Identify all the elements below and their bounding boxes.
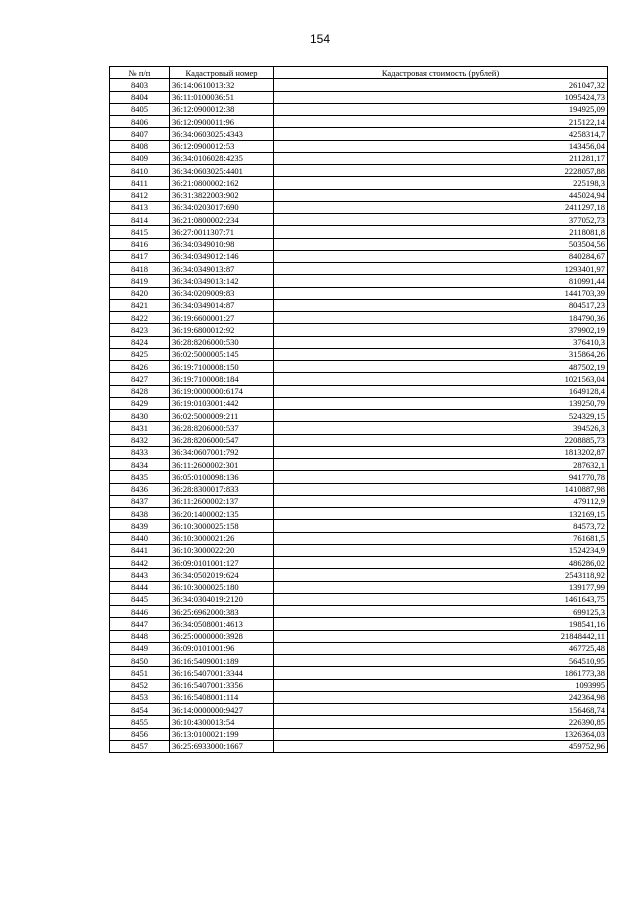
cell-row-number: 8421 <box>110 299 170 311</box>
cell-row-number: 8438 <box>110 508 170 520</box>
table-row <box>110 740 608 752</box>
table-row <box>110 373 608 385</box>
cell-row-number: 8443 <box>110 569 170 581</box>
cell-row-number: 8417 <box>110 250 170 262</box>
cell-cadastral-number: 36:14:0000000:9427 <box>170 704 274 716</box>
cell-row-number: 8448 <box>110 630 170 642</box>
cell-cadastral-number: 36:19:7100008:184 <box>170 373 274 385</box>
cell-cadastral-number: 36:34:0349010:98 <box>170 238 274 250</box>
cell-row-number: 8411 <box>110 177 170 189</box>
cell-cadastral-number: 36:11:0100036:51 <box>170 91 274 103</box>
cell-cadastral-number: 36:34:0502019:624 <box>170 569 274 581</box>
cell-cadastral-value: 376410,3 <box>274 336 608 348</box>
cell-cadastral-value: 194925,09 <box>274 103 608 115</box>
table-row <box>110 532 608 544</box>
cell-row-number: 8450 <box>110 655 170 667</box>
cell-cadastral-number: 36:34:0349012:146 <box>170 250 274 262</box>
table-row <box>110 348 608 360</box>
table-row <box>110 189 608 201</box>
cell-row-number: 8407 <box>110 128 170 140</box>
cell-row-number: 8441 <box>110 544 170 556</box>
cell-cadastral-value: 810991,44 <box>274 275 608 287</box>
table-row <box>110 557 608 569</box>
table-row <box>110 508 608 520</box>
table-row <box>110 128 608 140</box>
cell-cadastral-value: 225198,3 <box>274 177 608 189</box>
table-row <box>110 655 608 667</box>
table-row <box>110 544 608 556</box>
cell-cadastral-value: 215122,14 <box>274 116 608 128</box>
table-row <box>110 520 608 532</box>
table-row <box>110 422 608 434</box>
cell-cadastral-value: 1861773,38 <box>274 667 608 679</box>
cell-row-number: 8403 <box>110 79 170 91</box>
cell-cadastral-number: 36:21:0800002:162 <box>170 177 274 189</box>
cell-cadastral-value: 198541,16 <box>274 618 608 630</box>
cell-cadastral-number: 36:10:3000025:158 <box>170 520 274 532</box>
cell-cadastral-number: 36:34:0203017:690 <box>170 201 274 213</box>
table-row <box>110 728 608 740</box>
cell-row-number: 8409 <box>110 152 170 164</box>
cell-cadastral-number: 36:28:8300017:833 <box>170 483 274 495</box>
cell-cadastral-value: 1293401,97 <box>274 263 608 275</box>
table-row <box>110 410 608 422</box>
cell-cadastral-value: 699125,3 <box>274 606 608 618</box>
cell-row-number: 8418 <box>110 263 170 275</box>
cell-row-number: 8446 <box>110 606 170 618</box>
table-row <box>110 642 608 654</box>
table-row <box>110 397 608 409</box>
cell-cadastral-value: 459752,96 <box>274 740 608 752</box>
cell-row-number: 8457 <box>110 740 170 752</box>
cell-cadastral-number: 36:19:7100008:150 <box>170 361 274 373</box>
cell-cadastral-number: 36:14:0610013:32 <box>170 79 274 91</box>
cell-cadastral-number: 36:25:6962000:383 <box>170 606 274 618</box>
cell-cadastral-number: 36:34:0304019:2120 <box>170 593 274 605</box>
cell-cadastral-value: 242364,98 <box>274 691 608 703</box>
table-row <box>110 140 608 152</box>
table-header-row <box>110 67 608 79</box>
table-row <box>110 287 608 299</box>
table-row <box>110 214 608 226</box>
cell-row-number: 8435 <box>110 471 170 483</box>
cell-cadastral-number: 36:12:0900011:96 <box>170 116 274 128</box>
cell-cadastral-number: 36:10:3000022:20 <box>170 544 274 556</box>
cell-row-number: 8419 <box>110 275 170 287</box>
cell-cadastral-number: 36:10:3000021:26 <box>170 532 274 544</box>
cell-cadastral-value: 287632,1 <box>274 459 608 471</box>
table-row <box>110 275 608 287</box>
table-row <box>110 116 608 128</box>
cell-row-number: 8423 <box>110 324 170 336</box>
cell-cadastral-value: 226390,85 <box>274 716 608 728</box>
table-row <box>110 471 608 483</box>
cell-cadastral-value: 1093995 <box>274 679 608 691</box>
cell-cadastral-value: 315864,26 <box>274 348 608 360</box>
cell-cadastral-number: 36:19:6600001:27 <box>170 312 274 324</box>
table-row <box>110 716 608 728</box>
table-row <box>110 434 608 446</box>
cell-row-number: 8434 <box>110 459 170 471</box>
cell-row-number: 8431 <box>110 422 170 434</box>
cell-cadastral-value: 377052,73 <box>274 214 608 226</box>
table-row <box>110 226 608 238</box>
cell-cadastral-value: 2411297,18 <box>274 201 608 213</box>
cell-cadastral-number: 36:28:8206000:547 <box>170 434 274 446</box>
cell-cadastral-value: 1021563,04 <box>274 373 608 385</box>
cell-cadastral-value: 2118081,8 <box>274 226 608 238</box>
cell-row-number: 8406 <box>110 116 170 128</box>
cell-cadastral-number: 36:31:3822003:902 <box>170 189 274 201</box>
table-row <box>110 606 608 618</box>
table-row <box>110 103 608 115</box>
cell-cadastral-number: 36:34:0106028:4235 <box>170 152 274 164</box>
cell-cadastral-value: 379902,19 <box>274 324 608 336</box>
cell-cadastral-number: 36:34:0508001:4613 <box>170 618 274 630</box>
table-row <box>110 336 608 348</box>
table-row <box>110 593 608 605</box>
cell-row-number: 8449 <box>110 642 170 654</box>
cell-cadastral-value: 1095424,73 <box>274 91 608 103</box>
cell-cadastral-number: 36:05:0100098:136 <box>170 471 274 483</box>
table-row <box>110 201 608 213</box>
cell-cadastral-value: 1410887,98 <box>274 483 608 495</box>
column-header-cadastral-number: Кадастровый номер <box>170 67 274 79</box>
cell-cadastral-value: 4258314,7 <box>274 128 608 140</box>
table-row <box>110 312 608 324</box>
cell-cadastral-value: 486286,02 <box>274 557 608 569</box>
cell-row-number: 8447 <box>110 618 170 630</box>
table-row <box>110 324 608 336</box>
table-row <box>110 618 608 630</box>
cell-cadastral-number: 36:19:6800012:92 <box>170 324 274 336</box>
cell-cadastral-number: 36:34:0349014:87 <box>170 299 274 311</box>
table-row <box>110 79 608 91</box>
table-row <box>110 630 608 642</box>
table-row <box>110 385 608 397</box>
cell-row-number: 8428 <box>110 385 170 397</box>
cell-cadastral-number: 36:34:0209009:83 <box>170 287 274 299</box>
cell-cadastral-number: 36:25:6933000:1667 <box>170 740 274 752</box>
cell-cadastral-value: 394526,3 <box>274 422 608 434</box>
cell-cadastral-value: 132169,15 <box>274 508 608 520</box>
page-number: 154 <box>309 32 331 46</box>
cell-cadastral-value: 1813202,87 <box>274 446 608 458</box>
table-row <box>110 165 608 177</box>
cell-row-number: 8425 <box>110 348 170 360</box>
cell-cadastral-number: 36:16:5407001:3356 <box>170 679 274 691</box>
cell-row-number: 8456 <box>110 728 170 740</box>
cell-cadastral-value: 1649128,4 <box>274 385 608 397</box>
cell-cadastral-value: 2228057,88 <box>274 165 608 177</box>
table-row <box>110 238 608 250</box>
cell-cadastral-value: 2208885,73 <box>274 434 608 446</box>
cell-cadastral-number: 36:27:0011307:71 <box>170 226 274 238</box>
cell-cadastral-number: 36:21:0800002:234 <box>170 214 274 226</box>
cell-cadastral-value: 487502,19 <box>274 361 608 373</box>
cell-cadastral-value: 143456,04 <box>274 140 608 152</box>
cell-cadastral-value: 467725,48 <box>274 642 608 654</box>
cell-cadastral-number: 36:11:2600002:301 <box>170 459 274 471</box>
cell-cadastral-number: 36:34:0607001:792 <box>170 446 274 458</box>
cell-cadastral-number: 36:34:0349013:87 <box>170 263 274 275</box>
cell-cadastral-value: 184790,36 <box>274 312 608 324</box>
cell-cadastral-number: 36:02:5000005:145 <box>170 348 274 360</box>
cell-cadastral-value: 1524234,9 <box>274 544 608 556</box>
cell-row-number: 8445 <box>110 593 170 605</box>
cell-cadastral-number: 36:16:5407001:3344 <box>170 667 274 679</box>
cell-row-number: 8452 <box>110 679 170 691</box>
cell-cadastral-value: 564510,95 <box>274 655 608 667</box>
cell-row-number: 8412 <box>110 189 170 201</box>
cell-cadastral-number: 36:13:0100021:199 <box>170 728 274 740</box>
cell-row-number: 8436 <box>110 483 170 495</box>
table-row <box>110 495 608 507</box>
cell-row-number: 8439 <box>110 520 170 532</box>
cell-cadastral-value: 524329,15 <box>274 410 608 422</box>
cell-cadastral-number: 36:12:0900012:53 <box>170 140 274 152</box>
cell-row-number: 8427 <box>110 373 170 385</box>
cell-row-number: 8422 <box>110 312 170 324</box>
cell-cadastral-number: 36:02:5000009:211 <box>170 410 274 422</box>
cell-row-number: 8414 <box>110 214 170 226</box>
cell-cadastral-number: 36:10:4300013:54 <box>170 716 274 728</box>
cell-cadastral-value: 21848442,11 <box>274 630 608 642</box>
cell-cadastral-number: 36:19:0000000:6174 <box>170 385 274 397</box>
cadastral-value-table <box>109 66 608 753</box>
cell-row-number: 8416 <box>110 238 170 250</box>
cell-cadastral-value: 139250,79 <box>274 397 608 409</box>
cell-cadastral-number: 36:34:0603025:4401 <box>170 165 274 177</box>
cell-cadastral-value: 804517,23 <box>274 299 608 311</box>
cell-cadastral-value: 503504,56 <box>274 238 608 250</box>
cell-cadastral-number: 36:19:0103001:442 <box>170 397 274 409</box>
table-row <box>110 152 608 164</box>
cell-cadastral-number: 36:11:2600002:137 <box>170 495 274 507</box>
cell-cadastral-value: 1441703,39 <box>274 287 608 299</box>
cell-row-number: 8405 <box>110 103 170 115</box>
cell-cadastral-value: 2543118,92 <box>274 569 608 581</box>
table-row <box>110 704 608 716</box>
cell-cadastral-number: 36:12:0900012:38 <box>170 103 274 115</box>
table-row <box>110 91 608 103</box>
cell-cadastral-value: 840284,67 <box>274 250 608 262</box>
cell-cadastral-number: 36:28:8206000:530 <box>170 336 274 348</box>
cell-row-number: 8404 <box>110 91 170 103</box>
cell-cadastral-number: 36:25:0000000:3928 <box>170 630 274 642</box>
table-row <box>110 483 608 495</box>
cell-cadastral-number: 36:28:8206000:537 <box>170 422 274 434</box>
cell-cadastral-value: 1461643,75 <box>274 593 608 605</box>
table-row <box>110 691 608 703</box>
cell-row-number: 8433 <box>110 446 170 458</box>
cell-cadastral-number: 36:34:0603025:4343 <box>170 128 274 140</box>
cell-cadastral-number: 36:09:0101001:96 <box>170 642 274 654</box>
cell-cadastral-value: 761681,5 <box>274 532 608 544</box>
cell-row-number: 8429 <box>110 397 170 409</box>
cell-cadastral-value: 139177,99 <box>274 581 608 593</box>
cell-cadastral-number: 36:09:0101001:127 <box>170 557 274 569</box>
cell-row-number: 8442 <box>110 557 170 569</box>
cell-cadastral-value: 84573,72 <box>274 520 608 532</box>
cell-cadastral-value: 479112,9 <box>274 495 608 507</box>
cell-row-number: 8455 <box>110 716 170 728</box>
table-row <box>110 250 608 262</box>
table-row <box>110 361 608 373</box>
cell-cadastral-value: 261047,32 <box>274 79 608 91</box>
cell-cadastral-number: 36:16:5409001:189 <box>170 655 274 667</box>
table-row <box>110 569 608 581</box>
cell-row-number: 8444 <box>110 581 170 593</box>
cell-cadastral-value: 1326364,03 <box>274 728 608 740</box>
cell-row-number: 8453 <box>110 691 170 703</box>
table-row <box>110 459 608 471</box>
table-row <box>110 679 608 691</box>
cell-cadastral-value: 941770,78 <box>274 471 608 483</box>
table-row <box>110 263 608 275</box>
cell-cadastral-value: 211281,17 <box>274 152 608 164</box>
table-row <box>110 299 608 311</box>
cell-row-number: 8413 <box>110 201 170 213</box>
cell-row-number: 8432 <box>110 434 170 446</box>
table-row <box>110 177 608 189</box>
cell-row-number: 8430 <box>110 410 170 422</box>
cell-row-number: 8426 <box>110 361 170 373</box>
cell-cadastral-number: 36:34:0349013:142 <box>170 275 274 287</box>
table-row <box>110 581 608 593</box>
column-header-number: № п/п <box>110 67 170 79</box>
column-header-cadastral-value: Кадастровая стоимость (рублей) <box>274 67 608 79</box>
table-row <box>110 667 608 679</box>
table-row <box>110 446 608 458</box>
cell-row-number: 8440 <box>110 532 170 544</box>
cell-row-number: 8424 <box>110 336 170 348</box>
cell-row-number: 8410 <box>110 165 170 177</box>
cell-cadastral-value: 445024,94 <box>274 189 608 201</box>
cell-row-number: 8454 <box>110 704 170 716</box>
cell-row-number: 8415 <box>110 226 170 238</box>
cell-cadastral-number: 36:10:3000025:180 <box>170 581 274 593</box>
cell-cadastral-number: 36:20:1400002:135 <box>170 508 274 520</box>
cell-row-number: 8451 <box>110 667 170 679</box>
cell-cadastral-value: 156468,74 <box>274 704 608 716</box>
cell-row-number: 8408 <box>110 140 170 152</box>
cell-cadastral-number: 36:16:5408001:114 <box>170 691 274 703</box>
cell-row-number: 8420 <box>110 287 170 299</box>
cell-row-number: 8437 <box>110 495 170 507</box>
